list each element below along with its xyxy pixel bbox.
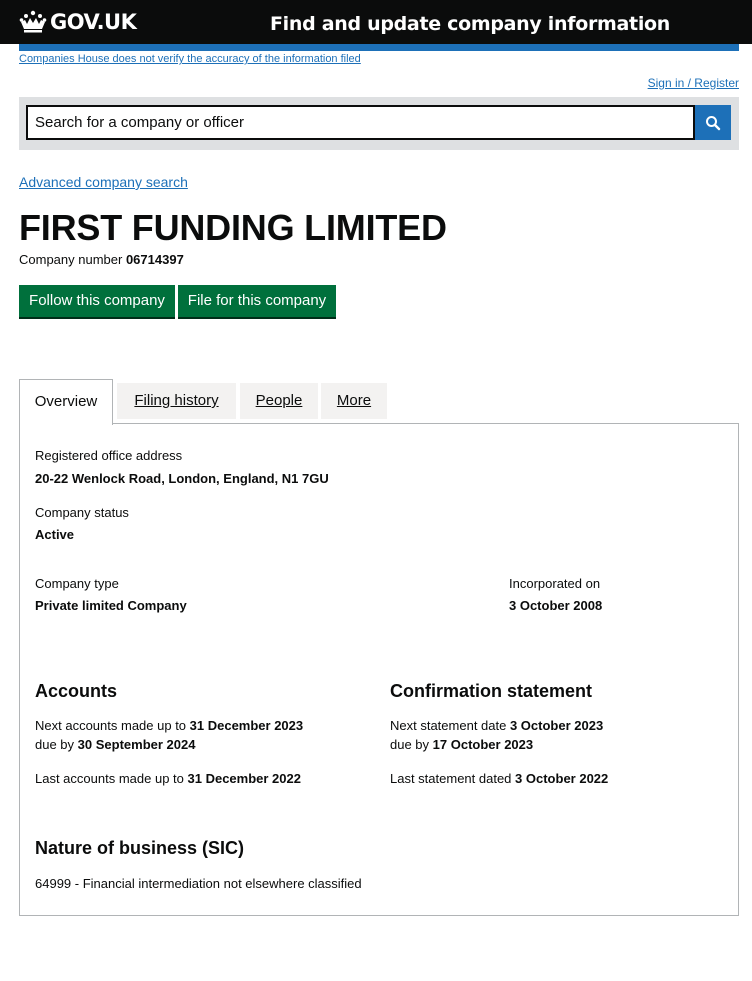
confirmation-last-date: 3 October 2022 — [515, 771, 609, 786]
crown-icon — [19, 10, 47, 34]
accounts-due-date: 30 September 2024 — [77, 737, 196, 752]
accounts-last-line — [35, 769, 301, 788]
accounts-next-prefix: Next accounts made up to — [35, 718, 187, 733]
follow-company-button[interactable]: Follow this company — [19, 285, 175, 317]
confirmation-last-prefix: Last statement dated — [390, 771, 512, 786]
accounts-heading: Accounts — [35, 681, 118, 701]
accounts-next-date: 31 December 2023 — [189, 718, 304, 733]
registered-address-label: Registered office address — [35, 448, 183, 463]
logo-text: GOV.UK — [50, 10, 137, 34]
incorporated-value: 3 October 2008 — [509, 598, 603, 613]
company-name: FIRST FUNDING LIMITED — [19, 207, 447, 248]
accounts-due-line — [35, 735, 195, 754]
confirmation-due-line — [390, 735, 533, 754]
sic-entry: 64999 - Financial intermediation not elsewhere classified — [35, 876, 362, 891]
tab-filing-history[interactable]: Filing history — [117, 383, 236, 419]
registered-address-value: 20-22 Wenlock Road, London, England, N1 7GU — [35, 471, 329, 486]
accounts-next-line — [35, 716, 303, 735]
company-status-label: Company status — [35, 505, 129, 520]
confirmation-due-prefix: due by — [390, 737, 430, 752]
company-number — [19, 252, 184, 268]
sic-heading: Nature of business (SIC) — [35, 838, 245, 858]
incorporated-label: Incorporated on — [509, 576, 601, 591]
tab-people[interactable]: People — [240, 383, 318, 419]
search-bar — [19, 97, 739, 150]
disclaimer-link[interactable]: Companies House does not verify the accuracy of the information filed — [19, 53, 361, 65]
accounts-last-date: 31 December 2022 — [187, 771, 301, 786]
site-header — [0, 0, 752, 44]
search-icon — [705, 115, 721, 131]
service-name-link[interactable]: Find and update company information — [270, 13, 671, 35]
confirmation-next-date: 3 October 2023 — [509, 718, 604, 733]
confirmation-last-line — [390, 769, 608, 788]
tab-more[interactable]: More — [321, 383, 387, 419]
accounts-last-prefix: Last accounts made up to — [35, 771, 184, 786]
search-button[interactable] — [695, 105, 731, 140]
header-accent-bar — [19, 44, 739, 51]
advanced-search-link[interactable]: Advanced company search — [19, 174, 188, 190]
overview-panel — [19, 423, 739, 916]
company-type-value: Private limited Company — [35, 598, 187, 613]
file-for-company-button[interactable]: File for this company — [178, 285, 336, 317]
company-type-label: Company type — [35, 576, 119, 591]
confirmation-next-line — [390, 716, 603, 735]
search-input[interactable] — [26, 105, 695, 140]
company-status-value: Active — [35, 527, 75, 542]
company-number-value: 06714397 — [125, 252, 184, 267]
confirmation-next-prefix: Next statement date — [390, 718, 507, 733]
company-number-label: Company number — [19, 252, 123, 267]
govuk-logo-link[interactable] — [19, 9, 136, 35]
confirmation-heading: Confirmation statement — [390, 681, 593, 701]
accounts-due-prefix: due by — [35, 737, 75, 752]
tab-overview[interactable]: Overview — [19, 379, 113, 425]
sign-in-register-link[interactable]: Sign in / Register — [647, 76, 739, 90]
confirmation-due-date: 17 October 2023 — [432, 737, 534, 752]
